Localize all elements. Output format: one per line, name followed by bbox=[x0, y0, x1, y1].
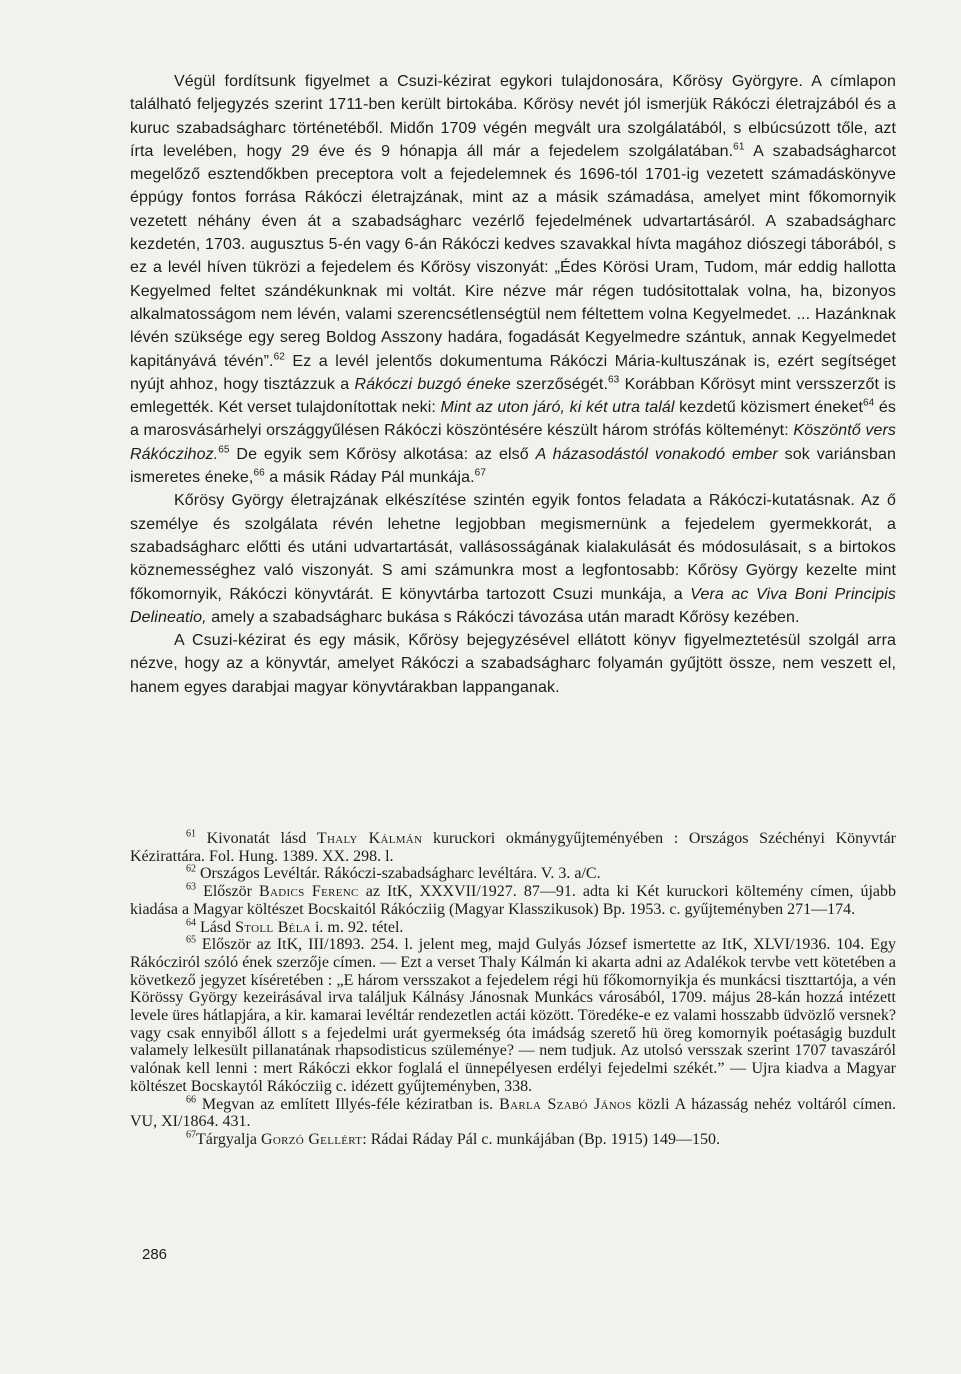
author-name: Thaly Kálmán bbox=[316, 830, 423, 847]
footnote-ref: 62 bbox=[273, 351, 285, 363]
text-run: Kőrösy György életrajzának elkészítése szintén egyik fontos feladata a Rákóczi-kutatásnak. Az ő személye és szolgálata révén lehetne legjobban megismernünk a fejedelem gyermekkorát, a szabadságharc előtti és utáni udvartartását, vallásosságának kialakulását és módosulásait, s a birtokos köznemességhez való viszonyát. S ami számunkra most a legfontosabb: Kőrösy György kezelte mint főkomornyik, Rákóczi könyvtárát. E könyvtárba tartozott Csuzi munkája, a bbox=[130, 492, 896, 603]
footnote-ref: 67 bbox=[474, 467, 486, 479]
text-run: Lásd bbox=[196, 918, 236, 936]
text-run: Először az ItK, III/1893. 254. l. jelent meg, majd Gulyás József ismertette az ItK, XLVI/1936. 104. Egy Rákócziról szóló ének szerzője címen. — Ezt a verset Thaly Kálmán ki akarta adni az Adalékok tervbe vett kötetében a következő jegyzet kíséretében : „E három versszakot a fejedelem régi hü főkomornyikja és munkácsi tiszttartója, a vén Körössy György kezeirásával irva találjuk Kálnásy Jánosnak Munkács városából, 1709. május 28-kán hozzá intézett levele üres hátlapjára, a kir. kamarai levéltár rendezetlen actái között. Töredéke-e ez valami hosszabb üdvözlő versnek? vagy csak ennyiből állott s a fejedelmi urát gyermekség óta imádság szerető hü öreg komornyik poétaságig buzdult valamely lelkesült pillanatának rhapsodisticus szüleménye? — nem tudjuk. Az utolsó versszak szerint 1707 tavaszáról valónak kell lenni : mert Rákóczi ekkor foglalá el ünnepélyesen erdélyi fejedelmi székét.” — Ujra kiadva a Magyar költészet Bocskaytól Rákócziig c. idézett gyűjteményben, 338. bbox=[130, 936, 896, 1095]
author-name: Badics Ferenc bbox=[259, 883, 359, 901]
text-run: Korábban Kőrösyt mint versszerzőt is emlegették. Két verset tulajdonítottak neki: bbox=[130, 375, 896, 417]
footnotes bbox=[130, 830, 896, 1149]
text-run: amely a szabadságharc bukása s Rákóczi távozása után maradt Kőrösy kezében. bbox=[206, 608, 800, 626]
text-run: Megvan az említett Illyés-féle kéziratban is. bbox=[196, 1095, 500, 1113]
text-run: Tárgyalja bbox=[196, 1130, 262, 1148]
footnote-67 bbox=[130, 1131, 896, 1149]
main-text bbox=[130, 70, 896, 699]
footnote-ref: 63 bbox=[186, 881, 196, 893]
italic-text: Köszöntő vers Rákóczihoz. bbox=[130, 422, 896, 463]
italic-text: A házasodástól vonakodó ember bbox=[535, 445, 778, 463]
text-run: kezdetű közismert éneket bbox=[674, 399, 863, 417]
footnote-62 bbox=[130, 865, 896, 883]
text-run: A Csuzi-kézirat és egy másik, Kőrösy bejegyzésével ellátott könyv figyelmeztetésül szolgál arra nézve, hogy az a könyvtár, amelyet Rákóczi a szabadságharc folyamán gyűjtött össze, nem veszett el, hanem egyes darabjai magyar könyvtárakban lappanganak. bbox=[130, 632, 896, 696]
italic-text: Mint az uton járó, ki két utra talál bbox=[440, 399, 675, 417]
text-run: szerzőségét. bbox=[510, 375, 608, 393]
footnote-ref: 65 bbox=[218, 444, 230, 456]
text-run: Kivonatát lásd bbox=[196, 830, 317, 847]
footnote-61 bbox=[130, 830, 896, 865]
text-run: : Rádai Ráday Pál c. munkájában (Bp. 1915) 149—150. bbox=[362, 1130, 720, 1148]
footnote-65 bbox=[130, 936, 896, 1095]
footnote-ref: 63 bbox=[608, 374, 620, 386]
footnote-ref: 62 bbox=[186, 864, 196, 876]
author-name: Stoll Béla bbox=[235, 918, 311, 936]
page-number: 286 bbox=[142, 1246, 168, 1263]
footnote-ref: 65 bbox=[186, 934, 196, 946]
text-run: közli A házasság nehéz voltáról címen. VU, XI/1864. 431. bbox=[130, 1095, 897, 1131]
text-run: és a marosvásárhelyi országgyűlésen Rákóczi köszöntésére készült három strófás költeményt: bbox=[130, 399, 896, 440]
text-run: sok variánsban ismeretes éneke, bbox=[130, 445, 896, 487]
text-run: De egyik sem Kőrösy alkotása: az első bbox=[229, 445, 536, 463]
paragraph-3 bbox=[130, 629, 896, 699]
text-run: i. m. 92. tétel. bbox=[310, 918, 404, 936]
text-run: Országos Levéltár. Rákóczi-szabadságharc levéltára. V. 3. a/C. bbox=[196, 865, 601, 883]
text-run: Ez a levél jelentős dokumentuma Rákóczi Mária-kultuszának is, ezért segítséget nyújt ahhoz, hogy tisztázzuk a bbox=[130, 352, 896, 393]
footnote-ref: 64 bbox=[863, 397, 875, 409]
footnote-ref: 61 bbox=[186, 828, 196, 840]
footnote-ref: 61 bbox=[733, 141, 745, 153]
text-run: kuruckori okmánygyűjteményében : Országos Széchényi Könyvtár Kézirattára. Fol. Hung. 1389. XX. 298. l. bbox=[130, 830, 897, 865]
paragraph-1 bbox=[130, 70, 896, 489]
author-name: Gorzó Gellért bbox=[261, 1130, 363, 1148]
footnote-63 bbox=[130, 883, 896, 918]
italic-text: Rákóczi buzgó éneke bbox=[354, 375, 511, 393]
text-run: a másik Ráday Pál munkája. bbox=[264, 469, 475, 487]
text-run: Végül fordítsunk figyelmet a Csuzi-kézirat egykori tulajdonosára, Kőrösy Györgyre. A címlapon található feljegyzés szerint 1711-ben került birtokába. Kőrösy nevét jól ismerjük Rákóczi életrajzából és a kuruc szabadságharc történetéből. Midőn 1709 végén megvált ura szolgálatából, s elbúcsúzott tőle, azt írta levelében, hogy 29 éve és 9 hónapja áll már a fejedelem szolgálatában. bbox=[130, 73, 896, 160]
footnote-ref: 64 bbox=[186, 917, 196, 929]
paragraph-2 bbox=[130, 489, 896, 629]
footnote-66 bbox=[130, 1096, 896, 1131]
footnote-ref: 66 bbox=[186, 1094, 196, 1106]
footnote-ref: 66 bbox=[253, 467, 265, 479]
text-run: A szabadságharcot megelőző esztendőkben preceptora volt a fejedelemnek és 1696-tól 1701-ig vezetett számadáskönyve éppúgy fontos forrása Rákóczi életrajzának, mint az a másik számadása, amelyet mint főkomornyik vezetett néhány éven át a szabadságharc vezérlő fejedelmének udvartartásáról. A szabadságharc kezdetén, 1703. augusztus 5-én vagy 6-án Rákóczi kedves szavakkal hívta magához diószegi táborából, s ez a levél híven tükrözi a fejedelem és Kőrösy viszonyát: „Édes Körösi Uram, Tudom, már eddig hallotta Kegyelmed feltet szándékunknak mi voltát. Kire nézve már régen tudósitottalak volna, ha, bizonyos alkalmatosságom nem lévén, valami szerencsétlenségtül nem féltettem volna Kegyelmedet. ... Hazánknak lévén szüksége egy sereg Boldog Asszony hadára, fogadását Kegyelmedre szántuk, annak Kegyelmedet kapitányává tévén”. bbox=[130, 142, 896, 370]
text-run: az ItK, XXXVII/1927. 87—91. adta ki Két kuruckori költemény címen, újabb kiadása a Magyar költészet Bocskaitól Rákócziig (Magyar Klasszikusok) Bp. 1953. c. gyűjteményben 271—174. bbox=[130, 883, 896, 918]
italic-text: Vera ac Viva Boni Principis Delineatio, bbox=[130, 585, 896, 626]
text-run: Először bbox=[196, 883, 260, 901]
footnote-64 bbox=[130, 919, 896, 937]
author-name: Barla Szabó János bbox=[499, 1095, 632, 1113]
footnote-ref: 67 bbox=[186, 1129, 196, 1141]
